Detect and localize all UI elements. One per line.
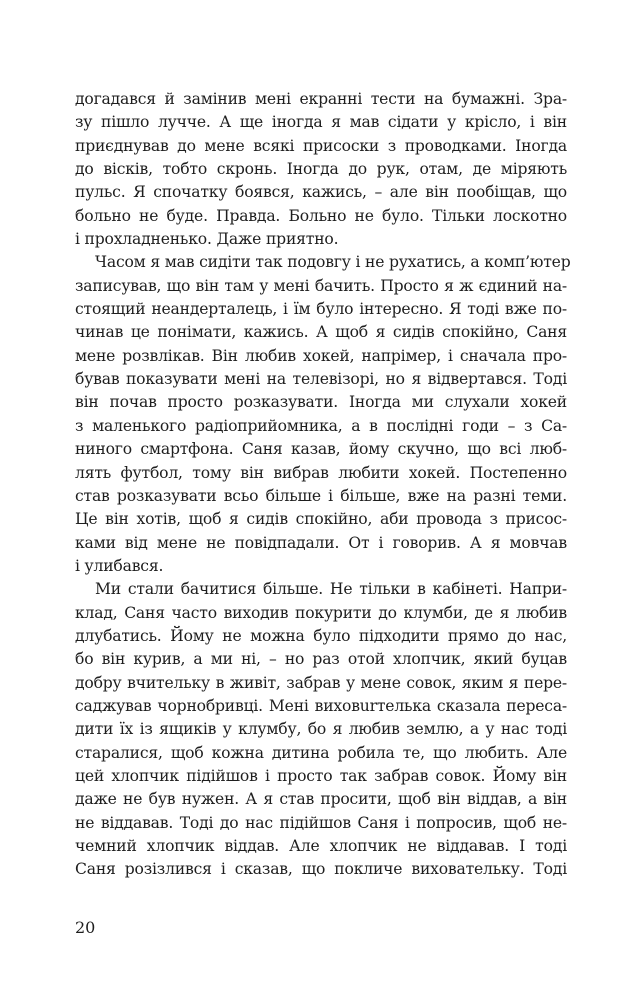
text-line: став розказувати всьо більше і більше, вже на разні теми. [75,486,567,505]
text-line: чинав це понімати, кажись. А щоб я сидів спокійно, Саня [75,323,567,342]
text-line: дити їх із ящиків у клумбу, бо я любив землю, а у нас тоді [75,720,567,739]
text-line: цей хлопчик підійшов і просто так забрав совок. Йому він [75,766,567,785]
text-line: даже не був нужен. А я став просити, щоб він віддав, а він [75,790,567,809]
text-line: і улибався. [75,556,164,575]
text-line: пульс. Я спочатку боявся, кажись, – але він пообіщав, що [75,183,567,202]
text-line: і прохладненько. Даже приятно. [75,230,339,249]
text-line: до вісків, тобто скронь. Іногда до рук, отам, де міряють [75,160,567,179]
text-line: зу пішло лучче. А ще іногда я мав сідати у крісло, і він [75,113,567,132]
text-line: стоящий неандерталець, і їм було інтересно. Я тоді вже по- [75,300,567,319]
text-line: лять футбол, тому він вибрав любити хокей. Постепенно [75,463,567,482]
text-line: Часом я мав сидіти так подовгу і не рухатись, а комп’ютер [95,253,571,272]
text-line: Це він хотів, щоб я сидів спокійно, аби провода з присос- [75,510,567,529]
text-line: не віддавав. Тоді до нас підійшов Саня і попросив, щоб не- [75,813,567,832]
text-line: клад, Саня часто виходив покурити до клумби, де я любив [75,603,567,622]
text-line: саджував чорнобривці. Мені виховurтелька сказала переса- [75,696,567,715]
text-line: чемний хлопчик віддав. Але хлопчик не віддавав. І тоді [75,837,567,855]
text-line: з маленького радіоприйомника, а в послідні годи – з Са- [75,416,567,435]
text-line: старалися, щоб кожна дитина робила те, що любить. Але [75,743,567,762]
text-line: догадався й замінив мені екранні тести на бумажні. Зра- [75,90,567,108]
page-number: 20 [75,918,96,937]
text-line: ниного смартфона. Саня казав, йому скучно, що всі люб- [75,440,567,459]
text-line: приєднував до мене всякі присоски з проводками. Іногда [75,136,567,155]
text-line: він почав просто розказувати. Іногда ми слухали хокей [75,393,567,412]
text-line: ками від мене не повідпадали. От і говорив. А я мовчав [75,533,567,552]
text-line: больно не буде. Правда. Больно не було. Тільки лоскотно [75,206,567,225]
text-line: добру вчительку в живіт, забрав у мене совок, яким я пере- [75,673,567,692]
text-line: Ми стали бачитися більше. Не тільки в кабінеті. Напри- [95,580,567,599]
text-line: записував, що він там у мені бачить. Просто я ж єдиний на- [75,276,567,295]
text-line: длубатись. Йому не можна було підходити прямо до нас, [75,626,567,645]
text-line: бо він курив, а ми ні, – но раз отой хлопчик, який буцав [75,650,567,669]
text-line: бував показувати мені на телевізорі, но я відвертався. Тоді [75,370,567,389]
body-text [75,88,571,882]
text-line: мене розвлікав. Він любив хокей, напрімер, і сначала про- [75,346,567,365]
text-line: Саня розізлився і сказав, що покличе виховательку. Тоді [75,860,567,879]
